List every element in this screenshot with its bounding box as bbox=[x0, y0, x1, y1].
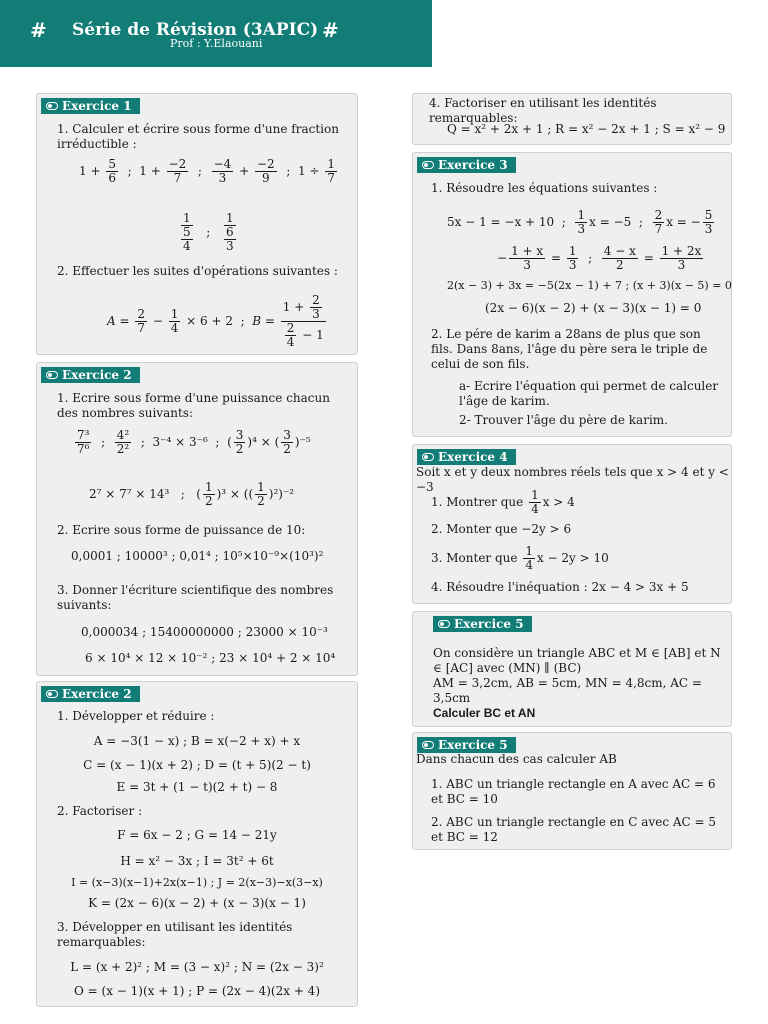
expr-l-m-n: L = (x + 2)² ; M = (3 − x)² ; N = (2x − 3)² bbox=[70, 960, 324, 974]
header-banner bbox=[0, 0, 432, 67]
page-title: Série de Révision (3APIC) bbox=[72, 20, 319, 40]
hash-right: # bbox=[322, 18, 339, 42]
exercise-5b-question-1: 1. ABC un triangle rectangle en A avec AC = 6 et BC = 10 bbox=[431, 777, 716, 806]
exercise-2b-question-2: 2. Factoriser : bbox=[57, 804, 143, 818]
exercise-1-question-1: 1. Calculer et écrire sous forme d'une fraction irréductible : bbox=[57, 122, 339, 151]
toggle-icon bbox=[422, 741, 434, 749]
exercise-2-question-3: 3. Donner l'écriture scientifique des nombres suivants: bbox=[57, 583, 334, 612]
exercise-2-powers-line-2: 2⁷ × 7⁷ × 14³ ; ( $\frac{1}{2}$ )³ × (( $\frac{1}{2}$ )²)⁻² bbox=[89, 480, 295, 508]
exercise-5-tag bbox=[433, 616, 532, 632]
exercise-2b-title: Exercice 2 bbox=[62, 687, 132, 701]
exercise-2-powers-box bbox=[36, 362, 358, 676]
equations-line-2: − $\frac{1 + x}{3}$ = $\frac{1}{3}$ ; $\frac{4 - x}{2}$ = $\frac{1 + 2x}{3}$ bbox=[497, 244, 702, 272]
exercise-5-box bbox=[412, 611, 732, 727]
exercise-2-question-1: 1. Ecrire sous forme d'une puissance chacun des nombres suivants: bbox=[57, 391, 330, 420]
exercise-5-title: Exercice 5 bbox=[454, 617, 524, 631]
exercise-3-question-1: 1. Résoudre les équations suivantes : bbox=[431, 181, 658, 195]
exercise-2-continued-box bbox=[412, 93, 732, 145]
exercise-4-question-2: 2. Monter que −2y > 6 bbox=[431, 522, 572, 536]
exercise-4-intro: Soit x et y deux nombres réels tels que x > 4 et y < −3 bbox=[416, 465, 729, 494]
exercise-2-tag bbox=[41, 367, 140, 383]
exercise-1-question-2: 2. Effectuer les suites d'opérations suivantes : bbox=[57, 264, 338, 278]
exercise-2b-question-1: 1. Développer et réduire : bbox=[57, 709, 215, 723]
exercise-3-tag bbox=[417, 157, 516, 173]
toggle-icon bbox=[46, 371, 58, 379]
exercise-4-question-3: 3. Monter que $\frac{1}{4}$ x − 2y > 10 bbox=[431, 544, 609, 572]
exercise-4-question-4: 4. Résoudre l'inéquation : 2x − 4 > 3x + 5 bbox=[431, 580, 689, 594]
exercise-2-power-ten: 0,0001 ; 10000³ ; 0,01⁴ ; 10⁵×10⁻⁹×(10³)² bbox=[71, 549, 324, 563]
expr-q-r-s: Q = x² + 2x + 1 ; R = x² − 2x + 1 ; S = x² − 9 bbox=[447, 122, 726, 136]
exercise-1-fractions: 1 + $\frac{5}{6}$ ; 1 + $\frac{-2}{7}$ ; $\frac{-4}{3}$ + $\frac{-2}{9}$ ; 1 ÷ $\frac{1}{7}$ bbox=[79, 157, 335, 185]
exercise-2-scientific-2: 6 × 10⁴ × 12 × 10⁻² ; 23 × 10⁴ + 2 × 10⁴ bbox=[85, 651, 336, 665]
hash-left: # bbox=[30, 18, 47, 42]
exercise-3-box bbox=[412, 152, 732, 437]
exercise-5b-question-2: 2. ABC un triangle rectangle en C avec AC = 5 et BC = 12 bbox=[431, 815, 717, 844]
toggle-icon bbox=[422, 161, 434, 169]
exercise-4-title: Exercice 4 bbox=[438, 450, 508, 464]
exercise-2-scientific-1: 0,000034 ; 15400000000 ; 23000 × 10⁻³ bbox=[81, 625, 328, 639]
exercise-2b-question-3: 3. Développer en utilisant les identités remarquables: bbox=[57, 920, 293, 949]
equations-line-4: (2x − 6)(x − 2) + (x − 3)(x − 1) = 0 bbox=[485, 301, 702, 315]
exercise-4-box bbox=[412, 444, 732, 604]
exercise-5b-intro: Dans chacun des cas calculer AB bbox=[416, 752, 617, 766]
exercise-1-tag bbox=[41, 98, 140, 114]
expr-c-d: C = (x − 1)(x + 2) ; D = (t + 5)(2 − t) bbox=[83, 758, 311, 772]
equations-line-3: 2(x − 3) + 3x = −5(2x − 1) + 7 ; (x + 3)(x − 5) = 0 bbox=[447, 279, 732, 292]
exercise-5b-title: Exercice 5 bbox=[438, 738, 508, 752]
toggle-icon bbox=[438, 620, 450, 628]
expr-f-g: F = 6x − 2 ; G = 14 − 21y bbox=[117, 828, 277, 842]
exercise-5b-tag bbox=[417, 737, 516, 753]
exercise-5-text-1: On considère un triangle ABC et M ∈ [AB] et N ∈ [AC] avec (MN) ∥ (BC) bbox=[433, 646, 721, 675]
expr-i-j: I = (x−3)(x−1)+2x(x−1) ; J = 2(x−3)−x(3−x) bbox=[71, 876, 323, 889]
expr-k: K = (2x − 6)(x − 2) + (x − 3)(x − 1) bbox=[88, 896, 306, 910]
exercise-2b-tag bbox=[41, 686, 140, 702]
exercise-2b-question-4: 4. Factoriser en utilisant les identités remarquables: bbox=[429, 96, 657, 125]
toggle-icon bbox=[422, 453, 434, 461]
exercise-5-text-3: Calculer BC et AN bbox=[433, 706, 536, 720]
author: Prof : Y.Elaouani bbox=[170, 37, 263, 50]
exercise-4-tag bbox=[417, 449, 516, 465]
exercise-2-algebra-box bbox=[36, 681, 358, 1007]
exercise-5-text-2: AM = 3,2cm, AB = 5cm, MN = 4,8cm, AC = 3,5cm bbox=[433, 676, 702, 705]
exercise-1-expressions: A = $\frac{2}{7}$ − $\frac{1}{4}$ × 6 + 2 ; B = 1 + $\frac{2}{3}$ $\frac{2}{4}$ − 1 bbox=[107, 293, 324, 349]
exercise-1-complex-fractions: $\frac{1}{\frac{5}{4}}$ ; $\frac{1}{\frac{6}{3}}$ bbox=[183, 211, 234, 253]
exercise-5b-box bbox=[412, 732, 732, 850]
exercise-3-part-b: 2- Trouver l'âge du père de karim. bbox=[459, 413, 668, 427]
exercise-2-question-2: 2. Ecrire sous forme de puissance de 10: bbox=[57, 523, 306, 537]
exercise-3-part-a: a- Ecrire l'équation qui permet de calculer l'âge de karim. bbox=[459, 379, 719, 408]
exercise-1-box bbox=[36, 93, 358, 355]
exercise-2-title: Exercice 2 bbox=[62, 368, 132, 382]
toggle-icon bbox=[46, 102, 58, 110]
expr-a-b: A = −3(1 − x) ; B = x(−2 + x) + x bbox=[93, 734, 301, 748]
exercise-3-question-2: 2. Le pére de karim a 28ans de plus que son fils. Dans 8ans, l'âge du père sera le triple de celui de son fils. bbox=[431, 327, 708, 371]
expr-o-p: O = (x − 1)(x + 1) ; P = (2x − 4)(2x + 4) bbox=[73, 984, 321, 998]
exercise-2-powers-line-1: $\frac{\text{7³}}{\text{7⁶}}$ ; $\frac{\text{4²}}{\text{2²}}$ ; 3⁻⁴ × 3⁻⁶ ; ( $\frac{3}{2}$ )⁴ × ( $\frac{3}{2}$ )⁻⁵ bbox=[77, 428, 311, 456]
expr-e: E = 3t + (1 − t)(2 + t) − 8 bbox=[116, 780, 278, 794]
equations-line-1: 5x − 1 = −x + 10 ; $\frac{1}{3}$ x = −5 ; $\frac{2}{7}$ x = − $\frac{5}{3}$ bbox=[447, 208, 713, 236]
exercise-3-title: Exercice 3 bbox=[438, 158, 508, 172]
exercise-1-title: Exercice 1 bbox=[62, 99, 132, 113]
toggle-icon bbox=[46, 690, 58, 698]
expr-h-i: H = x² − 3x ; I = 3t² + 6t bbox=[120, 854, 274, 868]
exercise-4-question-1: 1. Montrer que $\frac{1}{4}$ x > 4 bbox=[431, 488, 575, 516]
